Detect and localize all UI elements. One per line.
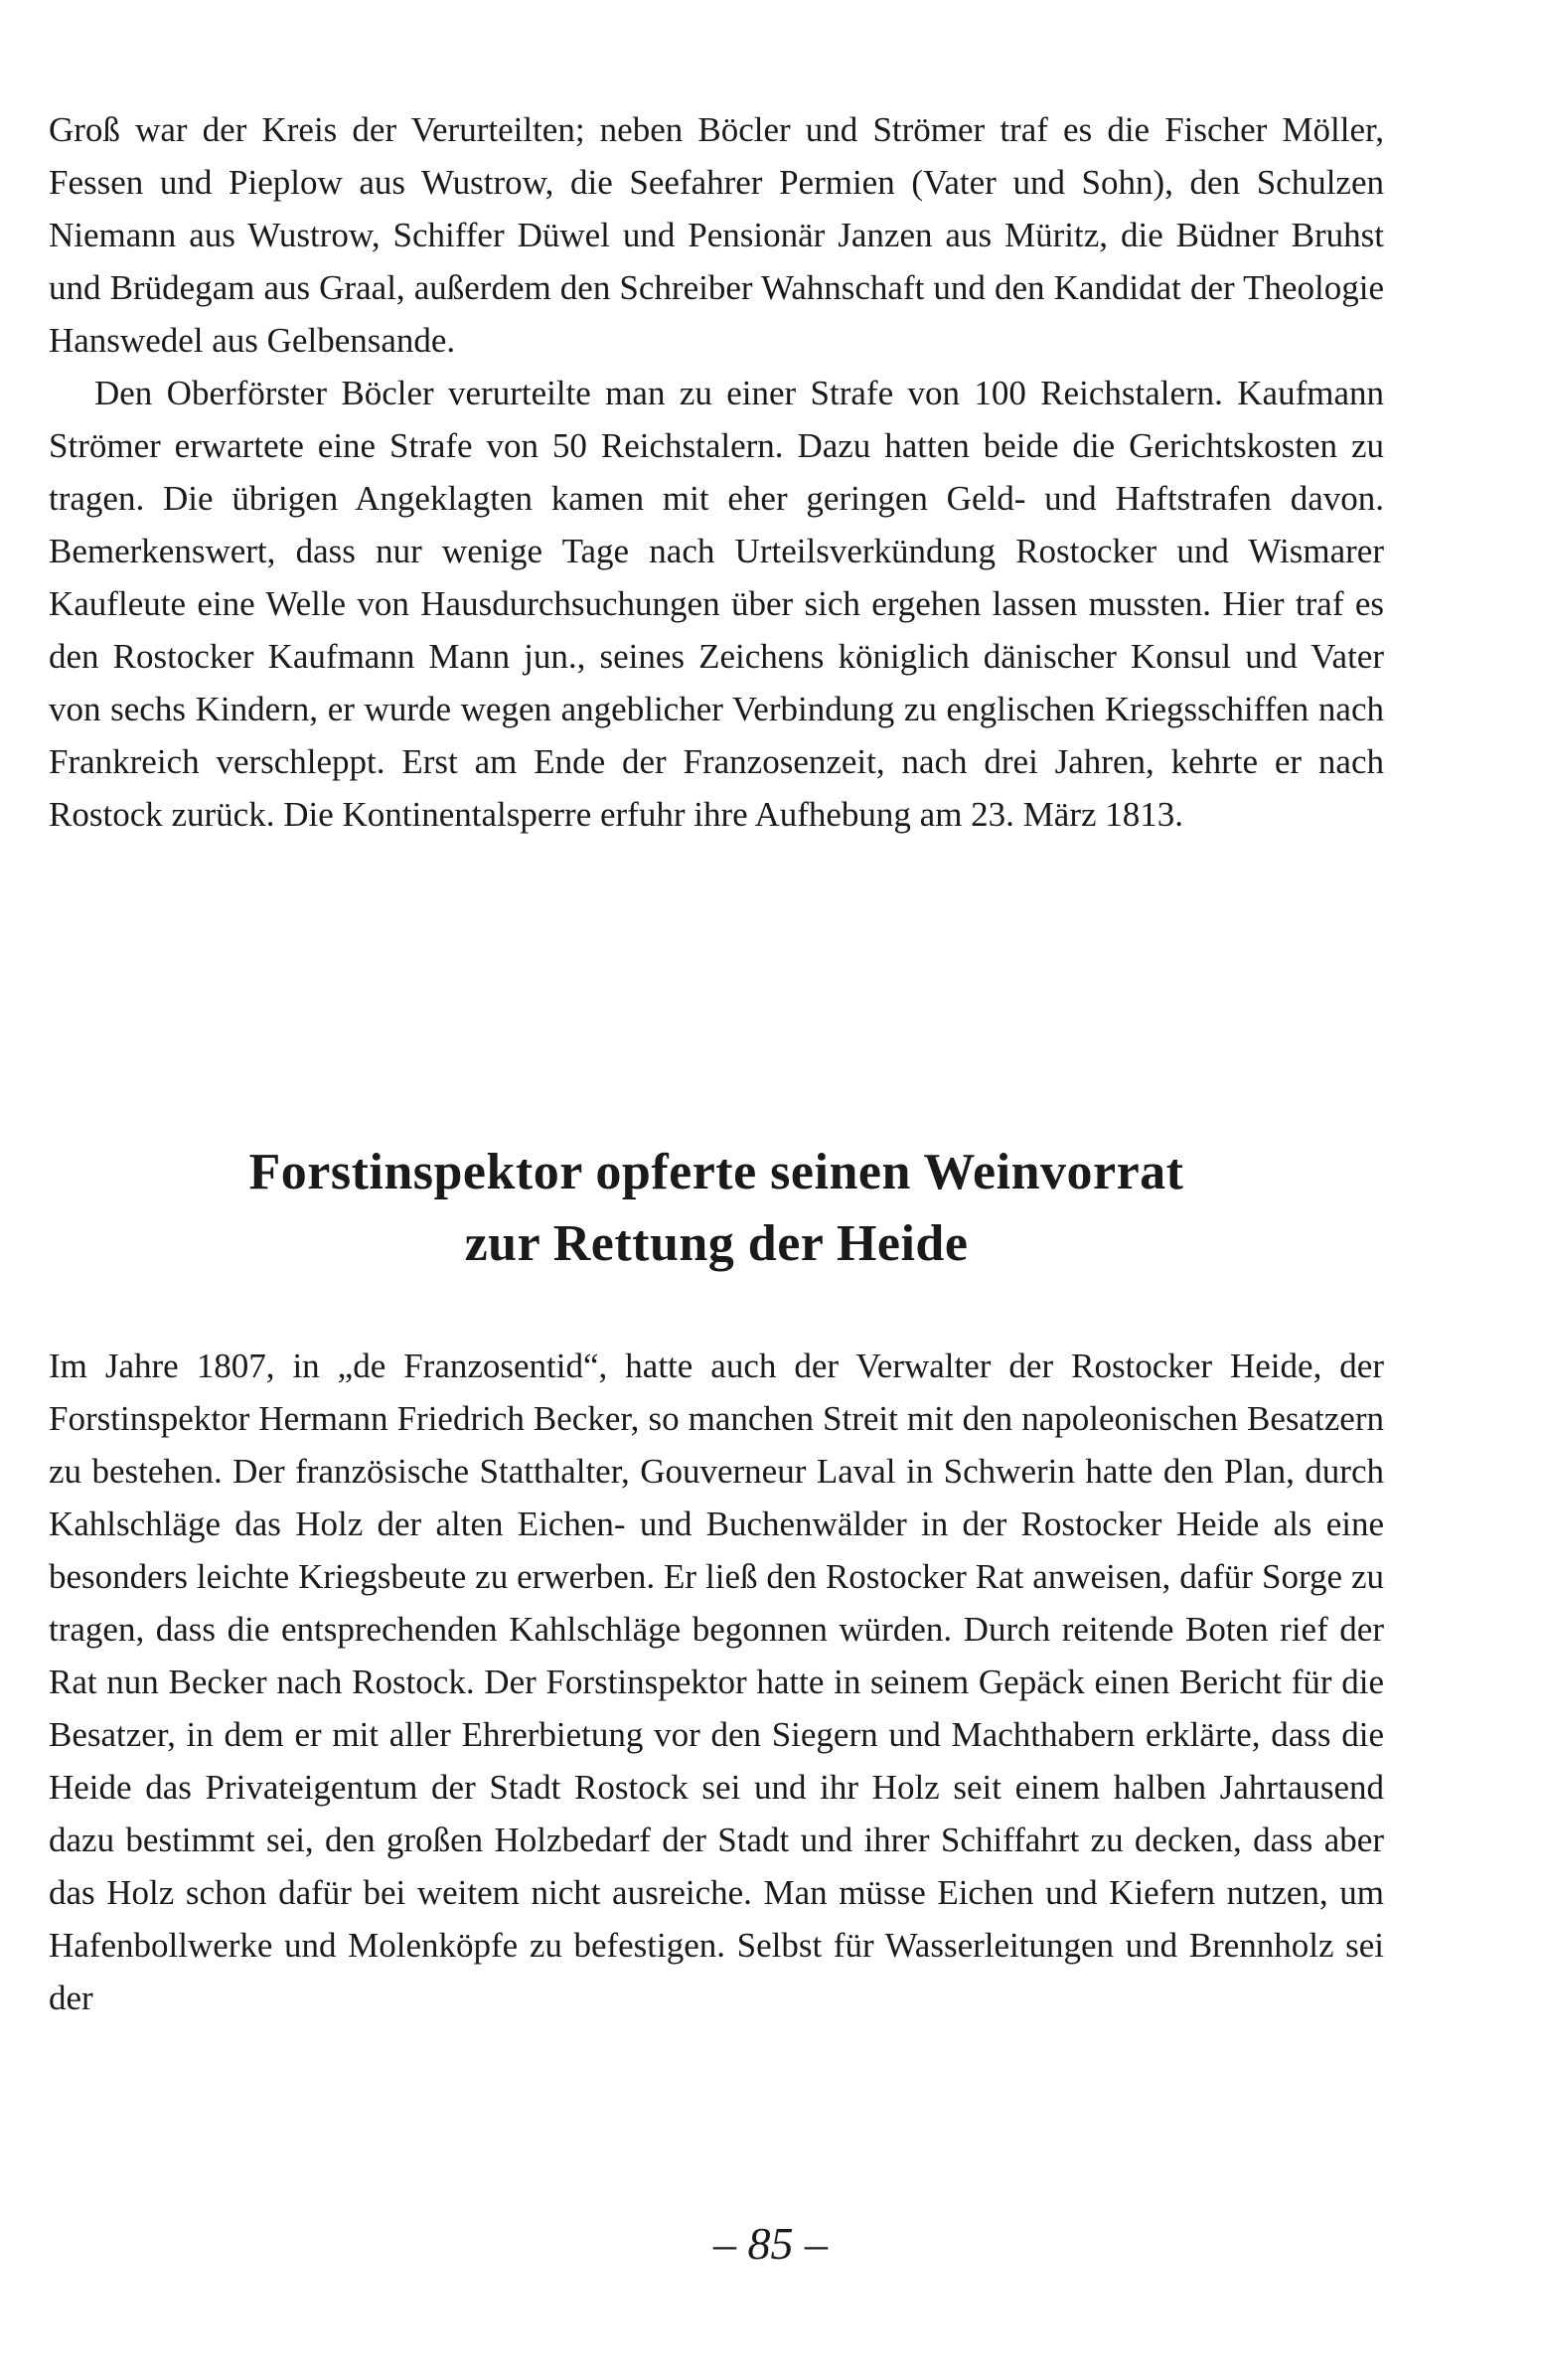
page-number: – 85 – bbox=[713, 2218, 828, 2269]
paragraph-forstinspektor: Im Jahre 1807, in „de Franzosentid“, hatte auch der Verwalter der Rostocker Heide, der Forstinspektor Hermann Friedrich Becker, so manchen Streit mit den napoleonischen Besatzern zu bestehen. Der französische Statthalter, Gouverneur Laval in Schwerin hatte den Plan, durch Kahlschläge das Holz der alten Eichen- und Buchenwälder in der Rostocker Heide als eine besonders leichte Kriegsbeute zu erwerben. Er ließ den Rostocker Rat anweisen, dafür Sorge zu tragen, dass die entsprechenden Kahlschläge begonnen würden. Durch reitende Boten rief der Rat nun Becker nach Rostock. Der Forstinspektor hatte in seinem Gepäck einen Bericht für die Besatzer, in dem er mit aller Ehrerbietung vor den Siegern und Machthabern erklärte, dass die Heide das Privateigentum der Stadt Rostock sei und ihr Holz seit einem halben Jahrtausend dazu bestimmt sei, den großen Holzbedarf der Stadt und ihrer Schiffahrt zu decken, dass aber das Holz schon dafür bei weitem nicht ausreiche. Man müsse Eichen und Kiefern nutzen, um Hafenbollwerke und Molenköpfe zu befestigen. Selbst für Wasserleitungen und Brennholz sei der bbox=[49, 1347, 1384, 2017]
section-heading-line-1: Forstinspektor opferte seinen Weinvorrat bbox=[248, 1144, 1184, 1200]
text-block-top bbox=[49, 103, 1384, 841]
paragraph-strafen: Den Oberförster Böcler verurteilte man zu einer Strafe von 100 Reichstalern. Kaufmann Strömer erwartete eine Strafe von 50 Reichstalern. Dazu hatten beide die Gerichtskosten zu tragen. Die übrigen Angeklagten kamen mit eher geringen Geld- und Haftstrafen davon. Bemerkenswert, dass nur wenige Tage nach Urteilsverkündung Rostocker und Wismarer Kaufleute eine Welle von Hausdurchsuchungen über sich ergehen lassen mussten. Hier traf es den Rostocker Kaufmann Mann jun., seines Zeichens königlich dänischer Konsul und Vater von sechs Kindern, er wurde wegen angeblicher Verbindung zu englischen Kriegsschiffen nach Frankreich verschleppt. Erst am Ende der Franzosenzeit, nach drei Jahren, kehrte er nach Rostock zurück. Die Kontinentalsperre erfuhr ihre Aufhebung am 23. März 1813. bbox=[49, 374, 1384, 834]
section-heading-line-2: zur Rettung der Heide bbox=[464, 1215, 969, 1272]
paragraph-verurteilte: Groß war der Kreis der Verurteilten; neben Böcler und Strömer traf es die Fischer Möller, Fessen und Pieplow aus Wustrow, die Seefahrer Permien (Vater und Sohn), den Schulzen Niemann aus Wustrow, Schiffer Düwel und Pensionär Janzen aus Müritz, die Büdner Bruhst und Brüdegam aus Graal, außerdem den Schreiber Wahnschaft und den Kandidat der Theologie Hanswedel aus Gelbensande. bbox=[49, 110, 1384, 360]
section-heading bbox=[49, 1137, 1384, 1280]
text-block-bottom bbox=[49, 1340, 1384, 2024]
